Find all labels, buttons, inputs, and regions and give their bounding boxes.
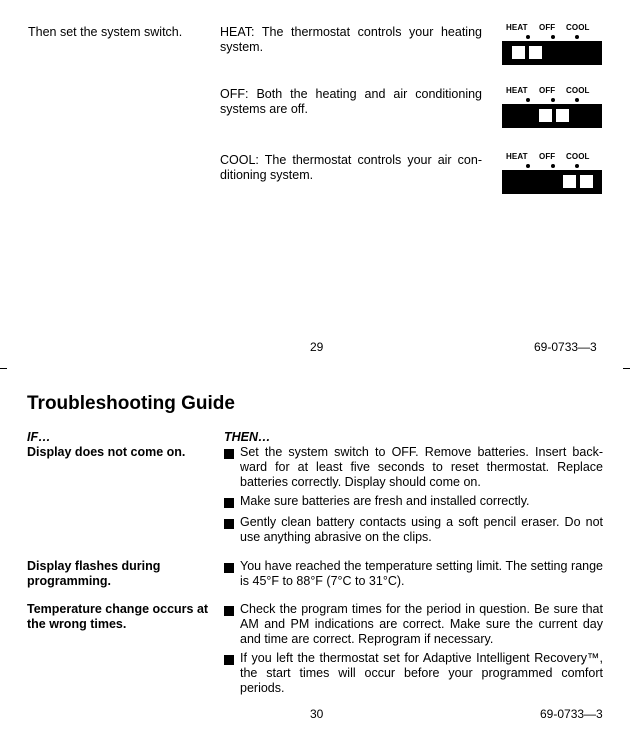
bullet-square-icon <box>224 449 234 459</box>
switch-diagram-heat <box>502 23 602 75</box>
switch-slider-block <box>580 175 593 188</box>
switch-dot-cool <box>575 35 579 39</box>
switch-dot-heat <box>526 35 530 39</box>
switch-label-heat: HEAT <box>506 86 528 95</box>
page-number: 29 <box>310 340 324 354</box>
crop-mark-left <box>0 368 7 369</box>
off-mode-description: OFF: Both the heating and air conditioning systems are off. <box>220 87 482 116</box>
bullet-square-icon <box>224 655 234 665</box>
switch-slider-block <box>529 46 542 59</box>
switch-label-off: OFF <box>539 23 556 32</box>
switch-label-cool: COOL <box>566 86 590 95</box>
bullet-square-icon <box>224 606 234 616</box>
bullet-square-icon <box>224 498 234 508</box>
switch-label-cool: COOL <box>566 23 590 32</box>
switch-slider-track <box>502 41 602 65</box>
action-text: You have reached the temperature setting limit. The setting range is 45°F to 88°F (7°C to 31°C). <box>240 559 603 588</box>
action-text: Set the system switch to OFF. Remove batteries. Insert back-ward for at least five seconds to reset thermostat. Replace batteries correctly. Display should come on. <box>240 445 603 489</box>
document-number: 69-0733—3 <box>540 707 603 721</box>
bullet-square-icon <box>224 519 234 529</box>
switch-slider-block <box>563 175 576 188</box>
switch-slider-block <box>539 109 552 122</box>
action-text: Make sure batteries are fresh and installed correctly. <box>240 494 530 508</box>
switch-slider-track <box>502 104 602 128</box>
switch-label-heat: HEAT <box>506 23 528 32</box>
condition-label: Temperature change occurs at the wrong times. <box>27 602 209 631</box>
crop-mark-right <box>623 368 630 369</box>
page-title: Troubleshooting Guide <box>27 393 235 414</box>
document-number: 69-0733—3 <box>534 340 597 354</box>
switch-dot-heat <box>526 164 530 168</box>
switch-dot-cool <box>575 164 579 168</box>
switch-dot-cool <box>575 98 579 102</box>
switch-label-heat: HEAT <box>506 152 528 161</box>
action-text: Check the program times for the period in question. Be sure that AM and PM indications are correct. Make sure the current day and time are correct. Reprogram if necessary. <box>240 602 603 646</box>
switch-diagram-cool <box>502 152 602 204</box>
action-text: If you left the thermostat set for Adaptive Intelligent Recovery™, the start times will occur before your programmed comfort periods. <box>240 651 603 695</box>
switch-label-off: OFF <box>539 86 556 95</box>
column-header-if: IF… <box>27 430 51 444</box>
switch-label-off: OFF <box>539 152 556 161</box>
bullet-square-icon <box>224 563 234 573</box>
action-text: Gently clean battery contacts using a soft pencil eraser. Do not use anything abrasive on the clips. <box>240 515 603 544</box>
switch-slider-block <box>512 46 525 59</box>
switch-diagram-off <box>502 86 602 138</box>
column-header-then: THEN… <box>224 430 271 444</box>
switch-dot-off <box>551 35 555 39</box>
switch-slider-block <box>556 109 569 122</box>
heat-mode-description: HEAT: The thermostat controls your heating system. <box>220 25 482 54</box>
page-number: 30 <box>310 707 324 721</box>
condition-label: Display does not come on. <box>27 445 186 459</box>
cool-mode-description: COOL: The thermostat controls your air con-ditioning system. <box>220 153 482 182</box>
switch-label-cool: COOL <box>566 152 590 161</box>
switch-dot-heat <box>526 98 530 102</box>
system-switch-instruction: Then set the system switch. <box>28 25 183 39</box>
switch-dot-off <box>551 164 555 168</box>
switch-slider-track <box>502 170 602 194</box>
condition-label: Display flashes during programming. <box>27 559 161 588</box>
switch-dot-off <box>551 98 555 102</box>
